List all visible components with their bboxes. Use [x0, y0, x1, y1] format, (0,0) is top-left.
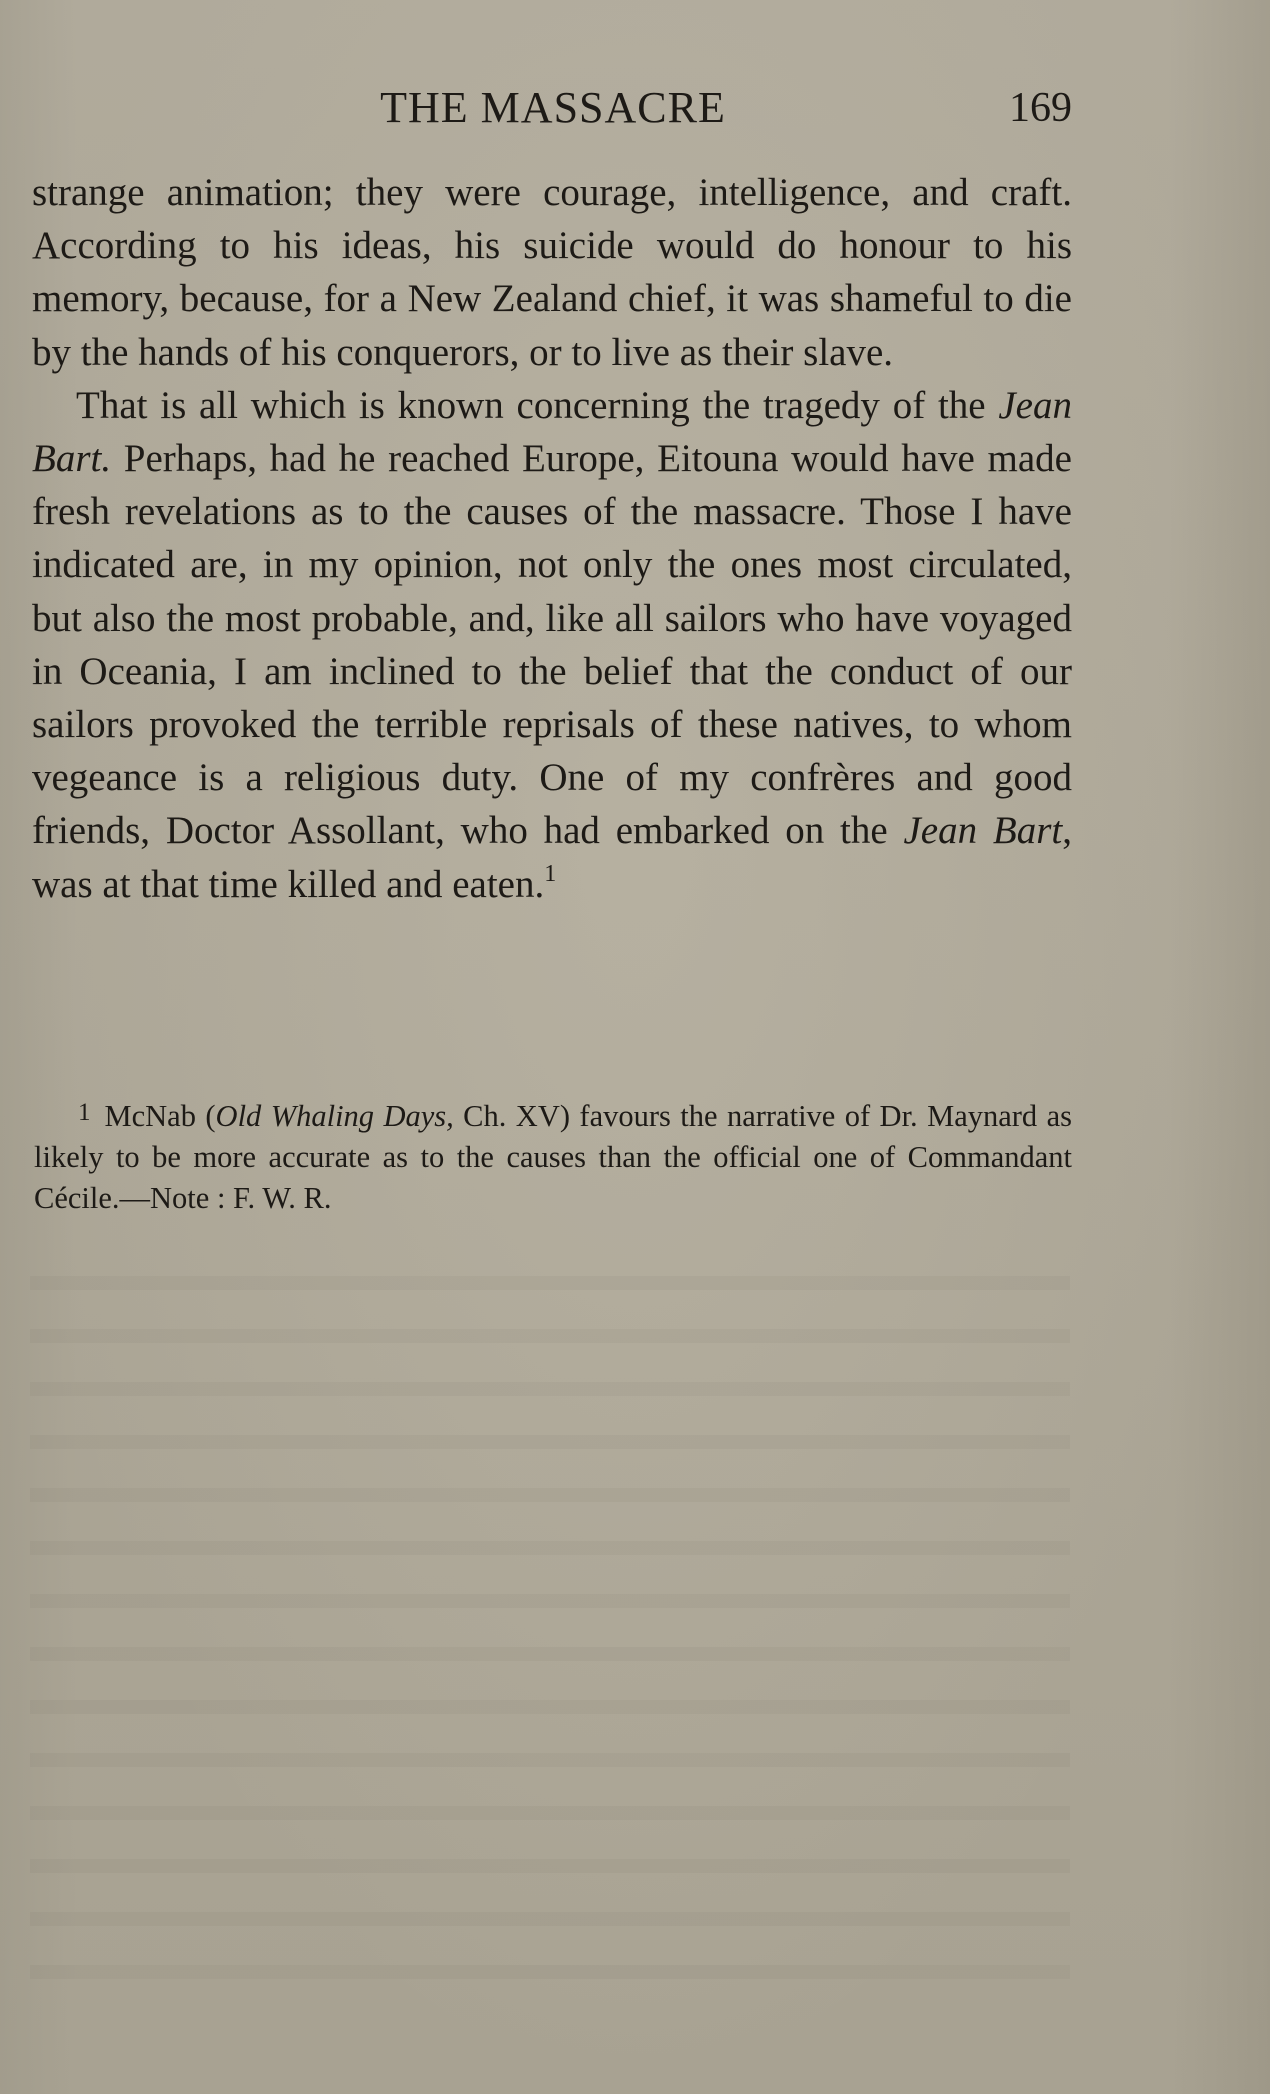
paragraph-continued: strange animation; they were courage, intelligence, and craft. According to his ideas, his suicide would do honour to his memory, because, for a New Zealand chief, it was shameful to die by the hands of his conquerors, or to live as their slave.: [32, 171, 1072, 374]
footnote-number: 1: [78, 1099, 91, 1126]
page-number: 169: [1009, 85, 1072, 131]
footnote: [34, 1092, 1072, 1219]
paragraph-text-3: , was at that time killed and eaten.: [32, 809, 1072, 906]
footnote-text-1: McNab (: [104, 1099, 216, 1133]
paragraph-text-2: Perhaps, had he reached Europe, Eitouna would have made fresh revelations as to the causes of the massacre. Those I have indicated are, in my opinion, not only the ones most circulated, but also the most probable, and, like all sailors who have voyaged in Oceania, I am inclined to the belief that the conduct of our sailors provoked the terrible reprisals of these natives, to whom vegeance is a religious duty. One of my confrères and good friends, Doctor Assollant, who had embarked on the: [32, 437, 1072, 853]
ship-name-italic: Jean Bart.: [32, 383, 1072, 481]
footnote-reference: 1: [544, 860, 557, 887]
book-title-italic: Old Whaling Days,: [215, 1099, 454, 1133]
running-head: [34, 82, 1072, 132]
show-through-texture: [30, 1240, 1070, 2000]
footnote-text-2: Ch. XV) favours the narrative of Dr. Maynard as likely to be more accurate as to the causes than the official one of Commandant Cécile.—Note : F. W. R.: [34, 1099, 1072, 1215]
paragraph-text-1: That is all which is known concerning the tragedy of the: [76, 383, 999, 427]
paragraph-jean-bart: [32, 379, 1072, 911]
running-title: THE MASSACRE: [380, 83, 726, 132]
body-text: [32, 166, 1072, 911]
ship-name-italic: Jean Bart: [903, 809, 1063, 853]
